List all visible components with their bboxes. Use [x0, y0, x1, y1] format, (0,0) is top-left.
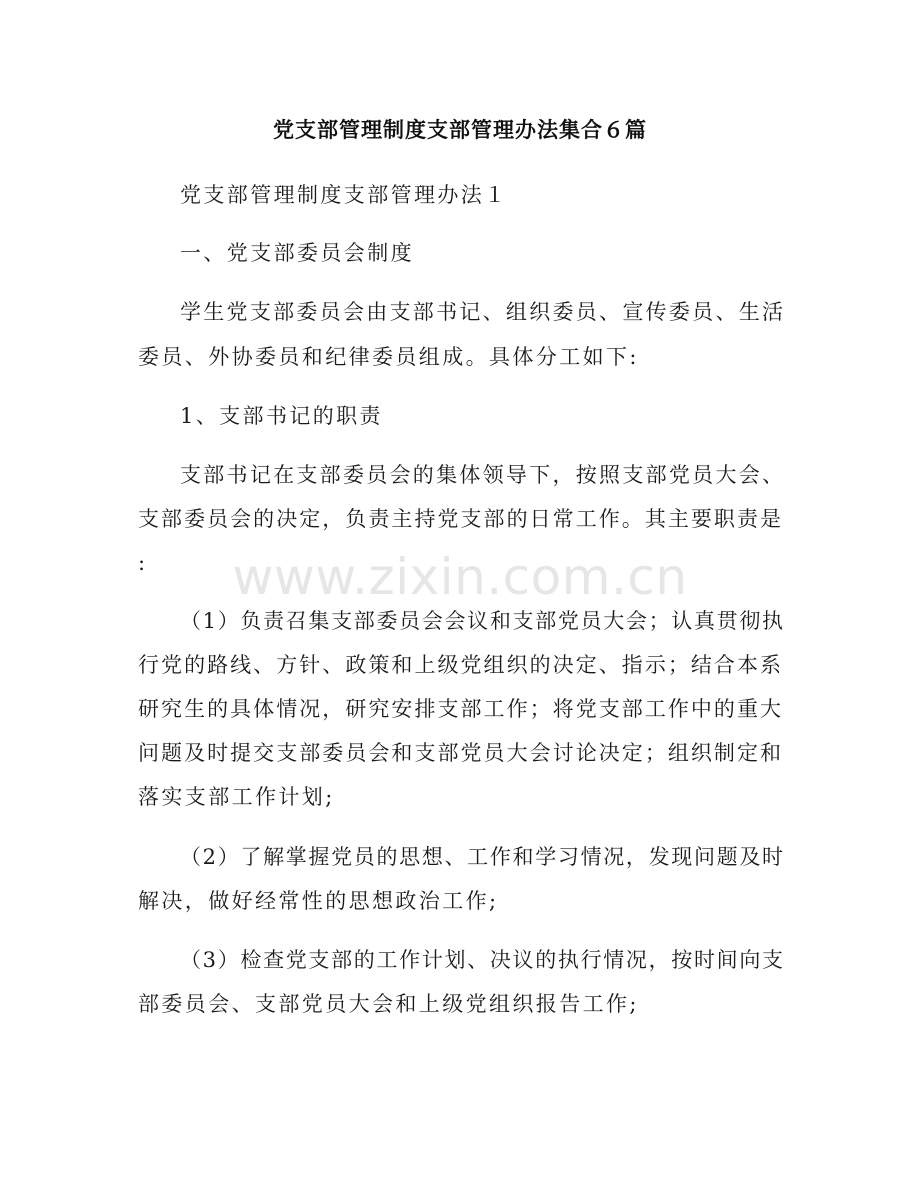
paragraph-line: （3）检查党支部的工作计划、决议的执行情况，按时间向支: [180, 948, 783, 972]
paragraph-line: :: [138, 551, 148, 575]
watermark-text: www.zixin.com.cn: [232, 548, 688, 606]
section-heading: 党支部管理制度支部管理办法１: [180, 183, 508, 207]
paragraph-line: 行党的路线、方针、政策和上级党组织的决定、指示；结合本系: [138, 653, 781, 677]
document-title: 党支部管理制度支部管理办法集合６篇: [273, 118, 647, 142]
paragraph-line: 支部书记在支部委员会的集体领导下，按照支部党员大会、: [180, 463, 783, 487]
paragraph-line: 支部委员会的决定，负责主持党支部的日常工作。其主要职责是: [138, 507, 781, 531]
paragraph-line: 解决，做好经常性的思想政治工作;: [138, 889, 499, 913]
paragraph-line: 落实支部工作计划;: [138, 785, 335, 809]
paragraph-line: 学生党支部委员会由支部书记、组织委员、宣传委员、生活: [180, 300, 783, 324]
paragraph-line: （2）了解掌握党员的思想、工作和学习情况，发现问题及时: [180, 845, 783, 869]
paragraph-line: 部委员会、支部党员大会和上级党组织报告工作;: [138, 992, 639, 1016]
paragraph-line: 委员、外协委员和纪律委员组成。具体分工如下:: [138, 345, 639, 369]
item-heading: 1、支部书记的职责: [180, 404, 383, 428]
subsection-heading: 一、党支部委员会制度: [180, 241, 414, 265]
paragraph-line: 问题及时提交支部委员会和支部党员大会讨论决定；组织制定和: [138, 741, 781, 765]
paragraph-line: 研究生的具体情况，研究安排支部工作；将党支部工作中的重大: [138, 697, 781, 721]
paragraph-line: （1）负责召集支部委员会会议和支部党员大会；认真贯彻执: [180, 609, 783, 633]
